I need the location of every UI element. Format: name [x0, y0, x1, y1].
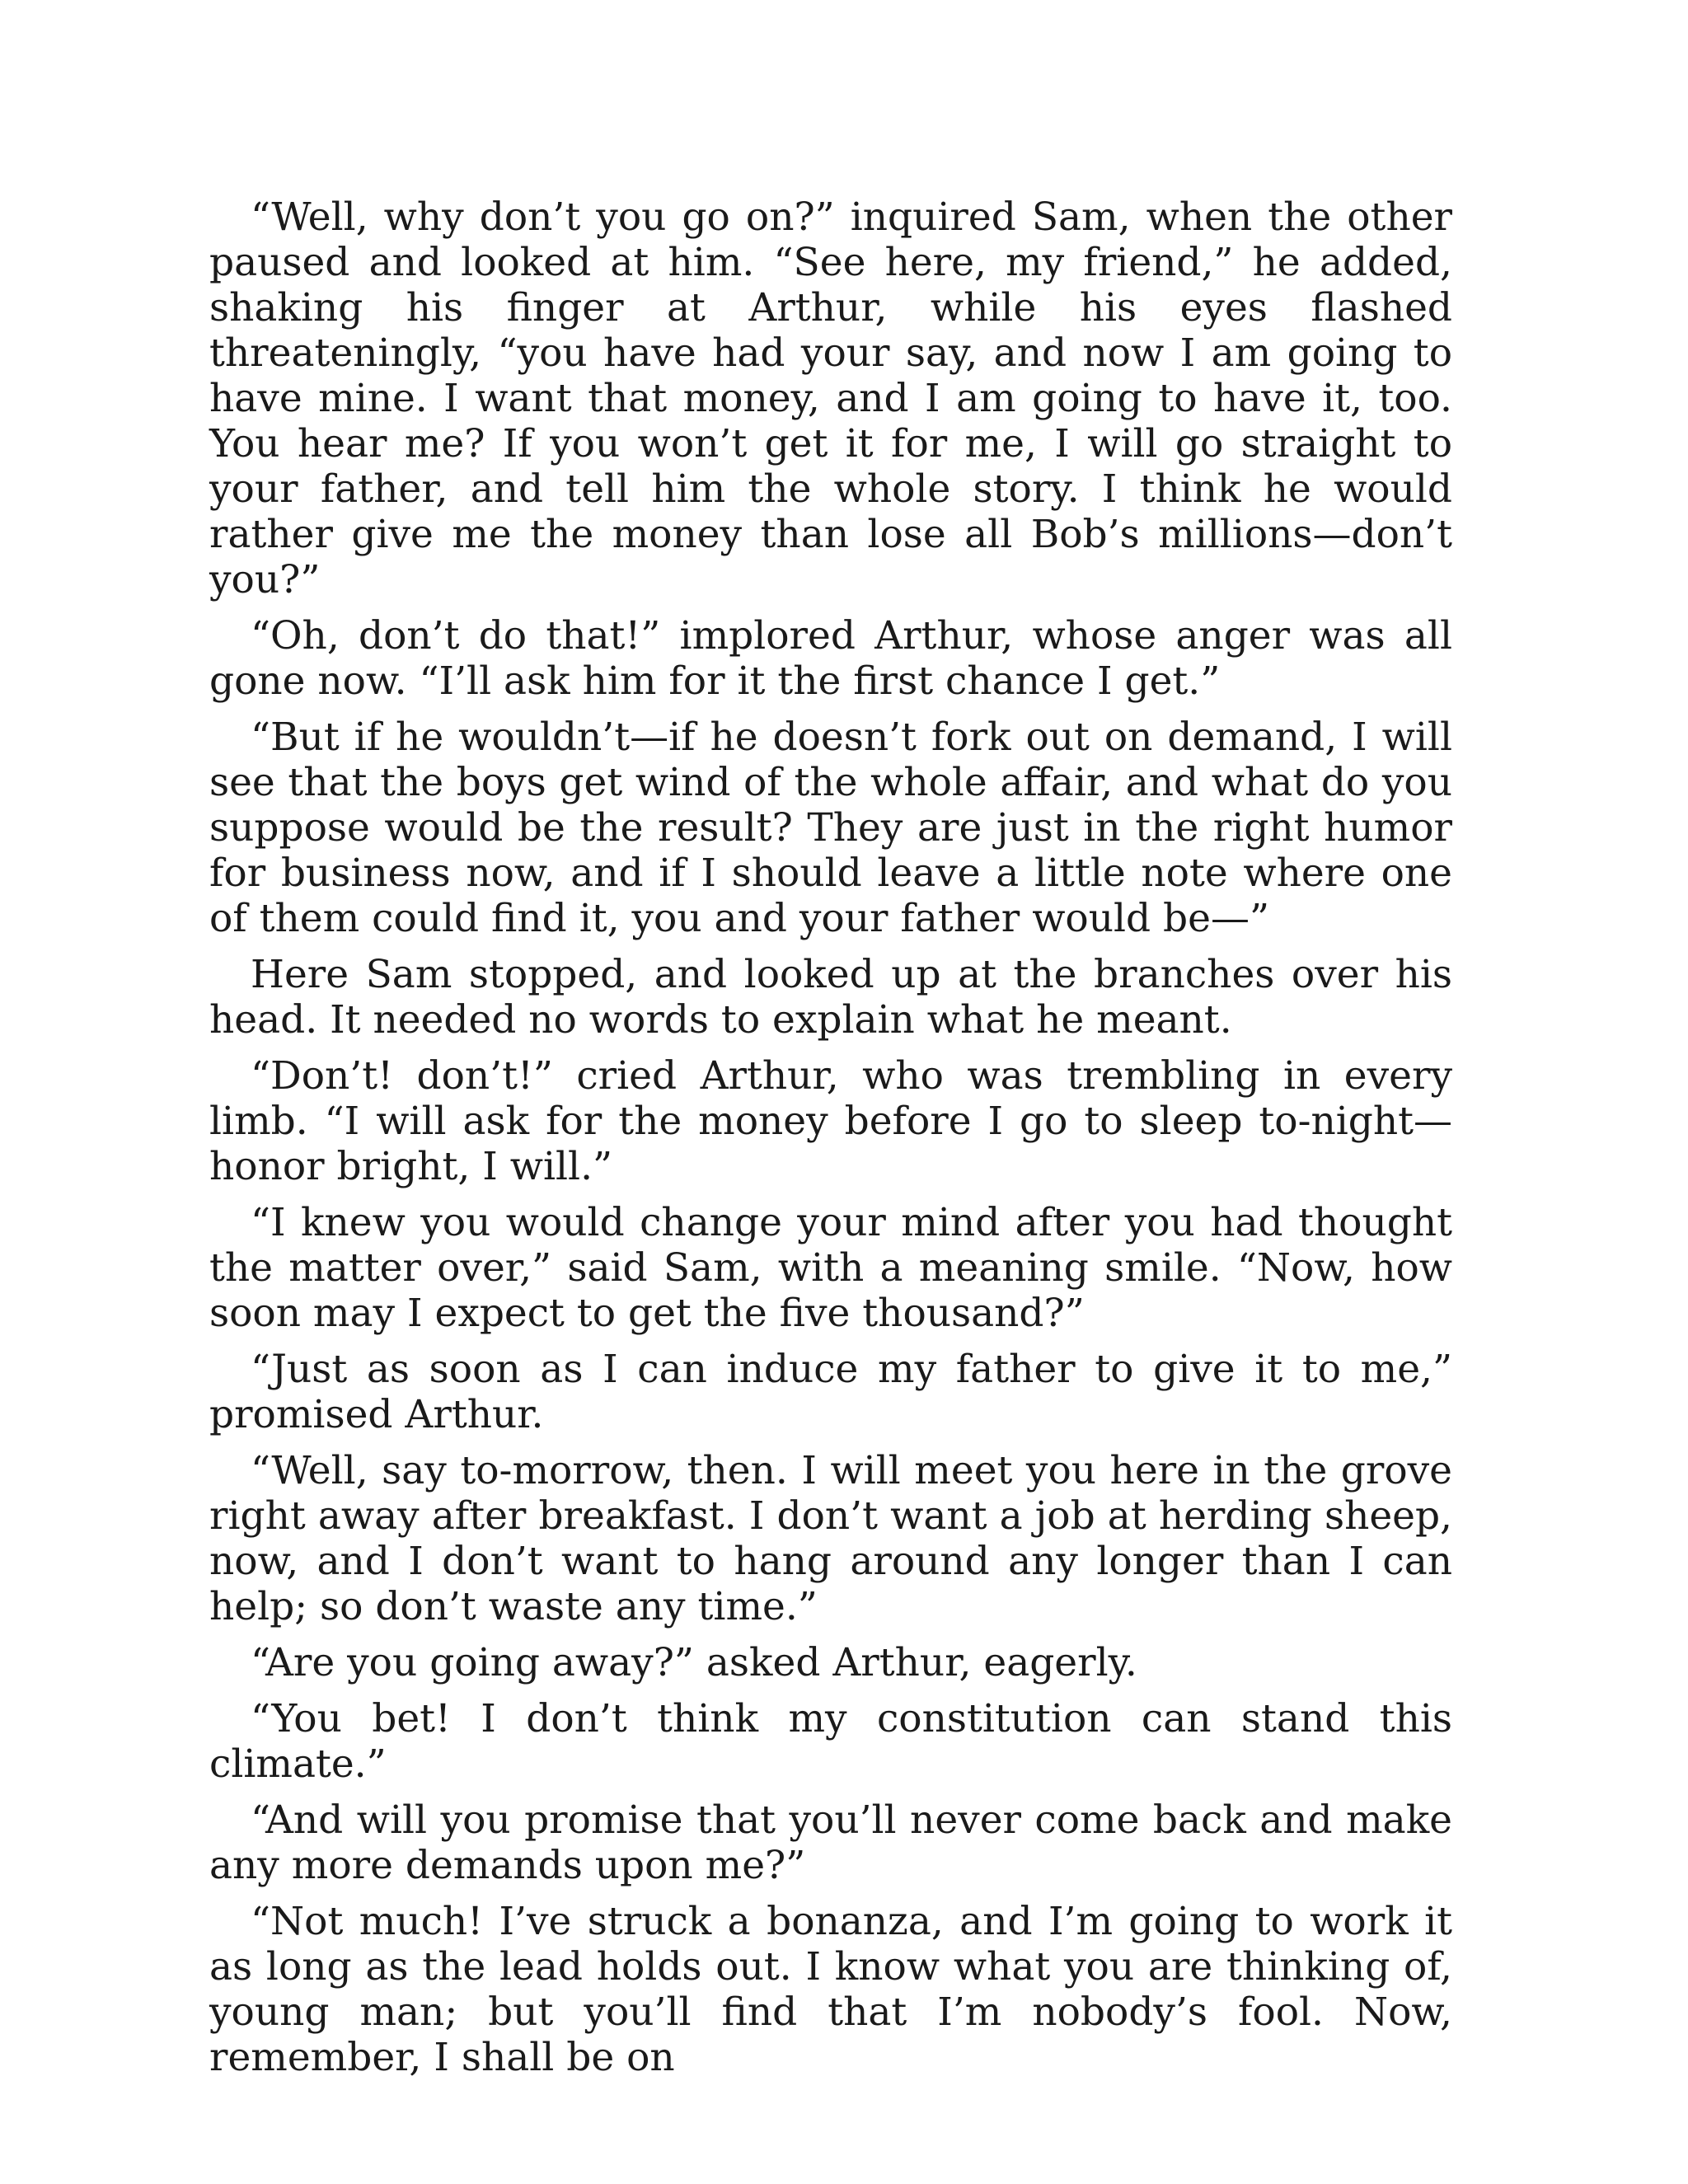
paragraph-1: “Well, why don’t you go on?” inquired Sam, when the other paused and looked at him. “See here, my friend,” he added, shaking his finger at Arthur, while his eyes flashed threateningly, “you have had your say, and now I am going to have mine. I want that money, and I am going to have it, too. You hear me? If you won’t get it for me, I will go straight to your father, and tell him the whole story. I think he would rather give me the money than lose all Bob’s millions—don’t you?”: [209, 194, 1452, 602]
paragraph-4: Here Sam stopped, and looked up at the branches over his head. It needed no words to explain what he meant.: [209, 952, 1452, 1043]
paragraph-7: “Just as soon as I can induce my father to give it to me,” promised Arthur.: [209, 1347, 1452, 1437]
paragraph-6: “I knew you would change your mind after you had thought the matter over,” said Sam, with a meaning smile. “Now, how soon may I expect to get the five thousand?”: [209, 1200, 1452, 1336]
paragraph-11: “And will you promise that you’ll never come back and make any more demands upon me?”: [209, 1797, 1452, 1888]
page-text: [209, 194, 1452, 2091]
paragraph-2: “Oh, don’t do that!” implored Arthur, whose anger was all gone now. “I’ll ask him for it the first chance I get.”: [209, 613, 1452, 704]
paragraph-5: “Don’t! don’t!” cried Arthur, who was trembling in every limb. “I will ask for the money before I go to sleep to-night—honor bright, I will.”: [209, 1053, 1452, 1189]
paragraph-8: “Well, say to-morrow, then. I will meet you here in the grove right away after breakfast. I don’t want a job at herding sheep, now, and I don’t want to hang around any longer than I can help; so don’t waste any time.”: [209, 1448, 1452, 1629]
paragraph-3: “But if he wouldn’t—if he doesn’t fork out on demand, I will see that the boys get wind of the whole affair, and what do you suppose would be the result? They are just in the right humor for business now, and if I should leave a little note where one of them could find it, you and your father would be—”: [209, 715, 1452, 941]
paragraph-9: “Are you going away?” asked Arthur, eagerly.: [251, 1640, 1137, 1685]
paragraph-12: “Not much! I’ve struck a bonanza, and I’m going to work it as long as the lead holds out. I know what you are thinking of, young man; but you’ll find that I’m nobody’s fool. Now, remember, I shall be on: [209, 1899, 1452, 2080]
paragraph-10: “You bet! I don’t think my constitution can stand this climate.”: [209, 1696, 1452, 1787]
